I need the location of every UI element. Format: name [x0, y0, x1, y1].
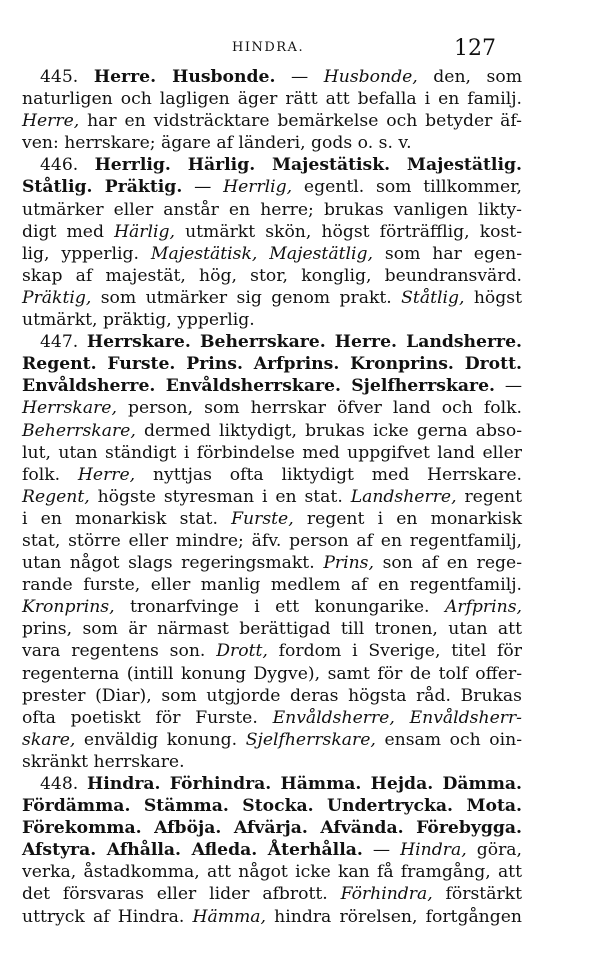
text-segment: —: [495, 376, 523, 397]
italic-term: Herre,: [77, 464, 136, 485]
italic-term: Arfprins,: [444, 597, 522, 618]
headword-group: Herre. Husbonde.: [93, 67, 276, 87]
text-segment: 448.: [40, 774, 88, 794]
text-line: [22, 640, 522, 662]
text-line: [22, 574, 522, 596]
italic-term: Regent,: [22, 486, 90, 507]
text-line: [22, 309, 522, 331]
italic-term: Ståtlig,: [401, 287, 465, 308]
text-segment: —: [182, 177, 224, 198]
text-segment: lig, ypperlig.: [22, 243, 151, 264]
text-line: [22, 221, 522, 243]
text-line: [22, 154, 522, 176]
text-segment: prins, som är närmast berättigad till tronen, utan att: [22, 619, 522, 640]
text-segment: utmärkt, präktig, ypperlig.: [22, 310, 255, 331]
text-segment: 447.: [40, 332, 87, 353]
italic-term: Prins,: [323, 553, 374, 574]
text-line: [22, 729, 522, 751]
text-line: [22, 287, 522, 309]
text-segment: regent: [456, 486, 522, 507]
text-segment: verka, åstadkomma, att något icke kan få framgång, att: [22, 862, 522, 883]
text-segment: son af en rege-: [373, 553, 522, 574]
text-line: [22, 420, 522, 442]
italic-term: Kronprins,: [22, 597, 115, 618]
italic-term: Hämma,: [192, 906, 267, 927]
text-segment: digt med: [22, 221, 115, 242]
running-head: HINDRA.: [232, 40, 305, 55]
text-segment: förstärkt: [432, 884, 522, 905]
page-number: 127: [454, 36, 496, 61]
italic-term: Herre,: [22, 111, 80, 132]
text-segment: har en vidsträcktare bemärkelse och betyder äf-: [79, 111, 522, 132]
text-segment: rande furste, eller manlig medlem af en regentfamilj.: [22, 575, 522, 596]
text-segment: högst: [464, 287, 522, 308]
text-line: [22, 906, 522, 928]
text-segment: —: [362, 840, 401, 861]
text-line: [22, 199, 522, 221]
text-segment: prester (Diar), som utgjorde deras högsta råd. Brukas: [22, 685, 522, 706]
text-segment: högste styresman i en stat.: [89, 486, 351, 507]
text-segment: folk.: [22, 464, 78, 485]
text-line: [22, 817, 522, 839]
headword-group: Afstyra. Afhålla. Afleda. Återhålla.: [22, 840, 363, 861]
italic-term: Sjelfherrskare,: [245, 729, 376, 750]
text-line: [22, 596, 522, 618]
italic-term: Präktig,: [22, 287, 92, 308]
headword-group: Regent. Furste. Prins. Arfprins. Kronprins. Drott.: [22, 354, 522, 375]
text-line: [22, 110, 522, 132]
italic-term: Förhindra,: [340, 884, 433, 905]
text-segment: uttryck af Hindra.: [22, 906, 193, 927]
text-segment: utan något slags regeringsmakt.: [22, 553, 324, 574]
text-line: [22, 88, 522, 110]
text-line: [22, 331, 522, 353]
text-line: [22, 508, 522, 530]
text-segment: som har egen-: [372, 243, 523, 264]
italic-term: Herrskare,: [22, 398, 117, 419]
headword-group: Herrskare. Beherrskare. Herre. Landsherre.: [86, 332, 522, 353]
text-line: [22, 685, 522, 707]
italic-term: Beherrskare,: [22, 420, 136, 441]
text-line: [22, 795, 522, 817]
text-segment: enväldig konung.: [75, 729, 246, 750]
text-line: [22, 375, 522, 397]
text-segment: utmärker eller anstår en herre; brukas vanligen likty-: [22, 199, 522, 220]
text-line: [22, 397, 522, 419]
text-segment: göra,: [466, 840, 522, 861]
text-segment: person, som herrskar öfver land och folk.: [116, 398, 522, 419]
text-segment: vara regentens son.: [22, 641, 217, 662]
text-segment: skap af majestät, hög, stor, konglig, beundransvärd.: [22, 265, 522, 286]
entry-text-body: [22, 66, 522, 928]
text-segment: ofta poetiskt för Furste.: [22, 707, 273, 728]
text-line: [22, 707, 522, 729]
text-segment: som utmärker sig genom prakt.: [91, 287, 402, 308]
headword-group: Fördämma. Stämma. Stocka. Undertrycka. Mota.: [22, 796, 522, 817]
text-segment: egentl. som tillkommer,: [292, 177, 522, 198]
text-segment: fordom i Sverige, titel för: [267, 641, 522, 662]
text-segment: skränkt herrskare.: [22, 751, 185, 772]
text-line: [22, 773, 522, 795]
headword-group: Förekomma. Afböja. Afvärja. Afvända. Förebygga.: [22, 818, 522, 839]
text-line: [22, 176, 522, 198]
text-line: [22, 751, 522, 773]
text-line: [22, 618, 522, 640]
text-segment: i en monarkisk stat.: [22, 508, 232, 529]
italic-term: Envåldsherre, Envåldsherr-: [272, 707, 522, 728]
italic-term: Majestätisk, Majestätlig,: [150, 243, 373, 264]
headword-group: Hindra. Förhindra. Hämma. Hejda. Dämma.: [87, 774, 523, 794]
text-line: [22, 353, 522, 375]
italic-term: Herrlig,: [223, 177, 293, 198]
text-segment: lut, utan ständigt i förbindelse med uppgifvet land eller: [22, 442, 522, 463]
text-line: [22, 486, 522, 508]
text-line: [22, 442, 522, 464]
text-segment: ven: herrskare; ägare af länderi, gods o. s. v.: [22, 133, 412, 154]
text-line: [22, 552, 522, 574]
text-segment: regenterna (intill konung Dygve), samt för de tolf offer-: [22, 663, 522, 684]
headword-group: Envåldsherre. Envåldsherrskare. Sjelfherrskare.: [22, 376, 495, 397]
text-line: [22, 243, 522, 265]
text-segment: regent i en monarkisk: [293, 508, 522, 529]
text-segment: tronarfvinge i ett konungarike.: [114, 597, 445, 618]
text-line: [22, 861, 522, 883]
italic-term: Hindra,: [400, 840, 467, 861]
text-segment: utmärkt skön, högst förträfflig, kost-: [174, 221, 523, 242]
text-segment: 445.: [40, 67, 94, 87]
text-segment: stat, större eller mindre; äfv. person af en regentfamilj,: [22, 530, 522, 551]
italic-term: Härlig,: [114, 221, 175, 242]
italic-term: Landsherre,: [350, 486, 457, 507]
italic-term: Husbonde,: [323, 67, 418, 87]
text-segment: naturligen och lagligen äger rätt att befalla i en familj.: [22, 89, 522, 110]
text-segment: den, som: [417, 67, 523, 87]
text-segment: nyttjas ofta liktydigt med Herrskare.: [135, 464, 522, 485]
text-line: [22, 530, 522, 552]
text-line: [22, 132, 522, 154]
text-line: [22, 883, 522, 905]
text-line: [22, 663, 522, 685]
text-line: [22, 464, 522, 486]
text-line: [22, 265, 522, 287]
text-line: [22, 839, 522, 861]
text-segment: dermed liktydigt, brukas icke gerna abso-: [135, 420, 522, 441]
italic-term: Drott,: [216, 641, 268, 662]
text-line: [22, 66, 522, 88]
text-segment: —: [275, 67, 324, 87]
text-segment: 446.: [40, 155, 95, 176]
headword-group: Herrlig. Härlig. Majestätisk. Majestätlig.: [94, 155, 522, 176]
italic-term: Furste,: [231, 508, 294, 529]
text-segment: ensam och oin-: [375, 729, 522, 750]
headword-group: Ståtlig. Präktig.: [22, 177, 183, 198]
text-segment: det försvaras eller lider afbrott.: [22, 884, 341, 905]
text-segment: hindra rörelsen, fortgången: [266, 906, 522, 927]
italic-term: skare,: [22, 729, 76, 750]
